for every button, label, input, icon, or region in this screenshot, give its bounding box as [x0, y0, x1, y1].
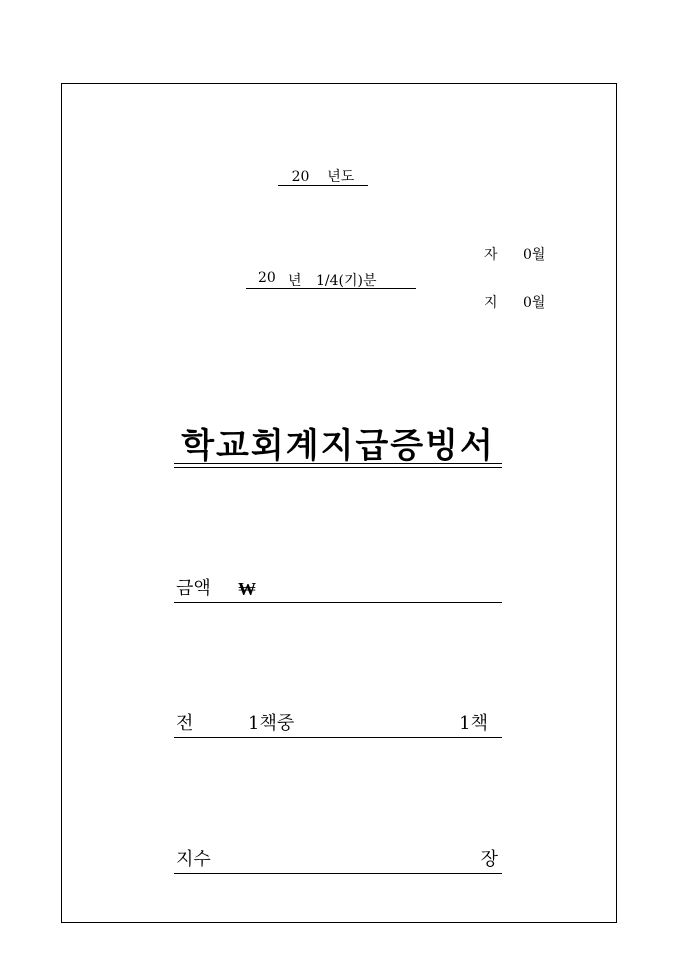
fiscal-year-prefix: 20: [291, 169, 310, 185]
sheet-count-unit: 장: [480, 849, 498, 870]
currency-symbol: ₩: [238, 579, 256, 600]
book-count-prefix: 전: [176, 713, 194, 734]
book-count-current: 1책: [459, 713, 488, 734]
period-year-prefix: 20: [258, 270, 276, 286]
document-title: 학교회계지급증빙서: [181, 426, 495, 466]
title-double-rule: [174, 463, 502, 468]
to-label: 지: [484, 295, 498, 311]
sheet-count-label: 지수: [176, 849, 211, 870]
book-count-total: 1책중: [248, 713, 295, 734]
amount-row: [174, 578, 502, 603]
from-month: 0월: [523, 247, 546, 263]
fiscal-year-line: [278, 166, 368, 186]
period-year-suffix: 년: [288, 273, 302, 289]
book-count-row: [174, 713, 502, 738]
document-frame: [61, 83, 617, 923]
from-label: 자: [484, 247, 498, 263]
period-line: [246, 270, 416, 289]
sheet-count-row: [174, 849, 502, 874]
to-month: 0월: [523, 295, 546, 311]
fiscal-year-suffix: 년도: [327, 169, 355, 185]
amount-label: 금액: [176, 578, 211, 599]
period-quarter: 1/4(기)분: [316, 273, 377, 289]
